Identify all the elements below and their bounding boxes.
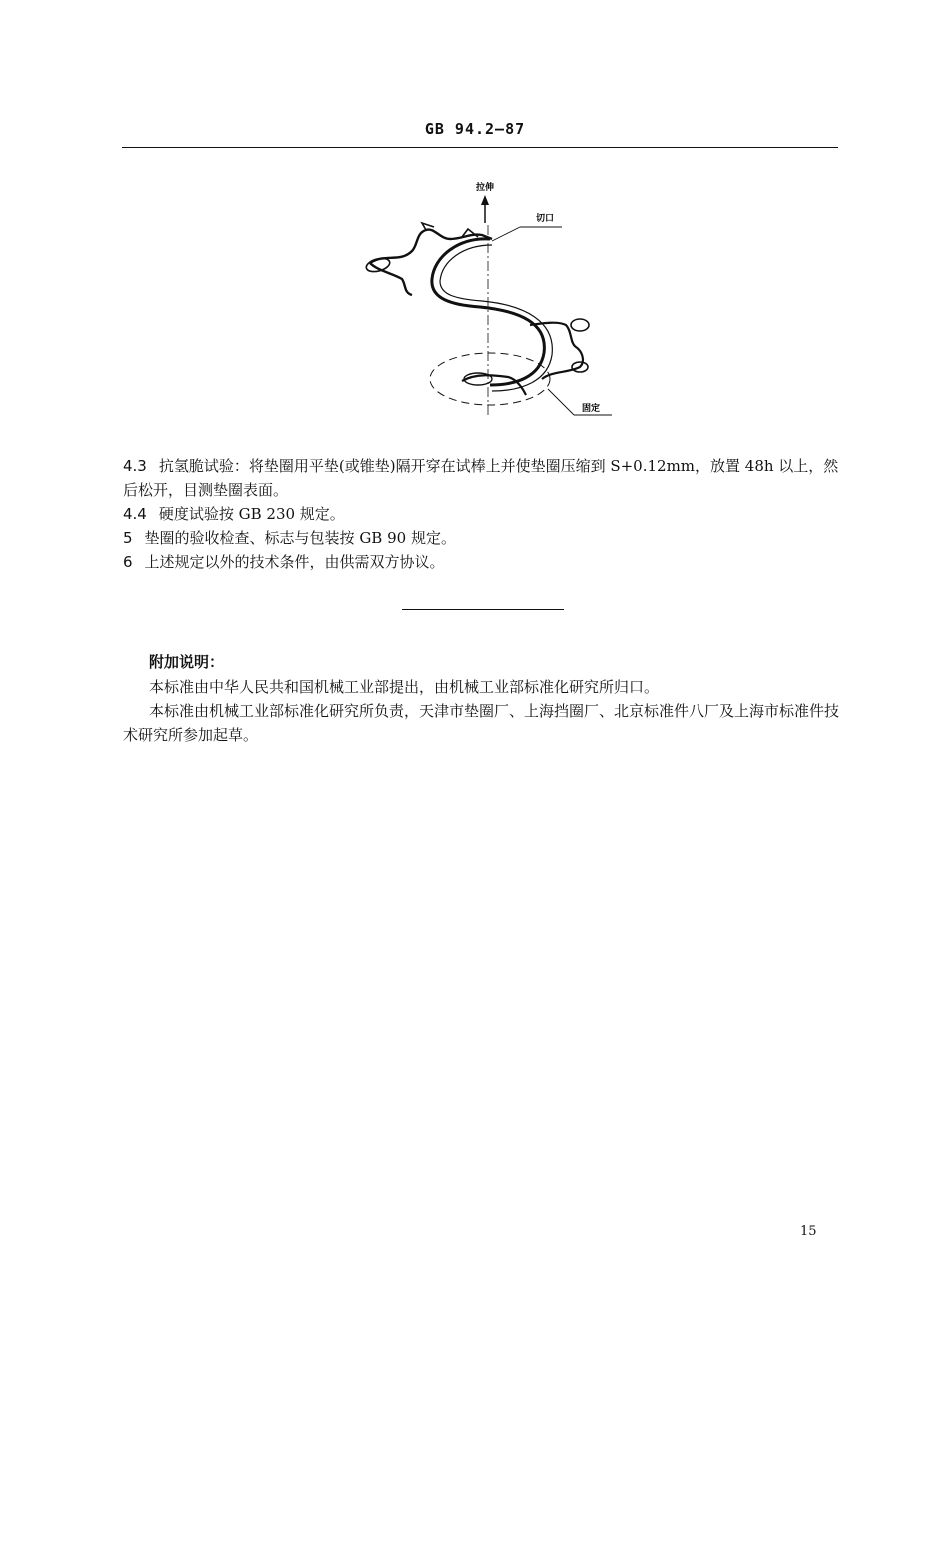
page-number: 15 xyxy=(800,1224,817,1239)
cut-leader xyxy=(492,227,520,241)
page-header: GB 94.2—87 xyxy=(424,120,526,138)
section-6 xyxy=(123,550,843,574)
note-line-2: 本标准由机械工业部标准化研究所负责，天津市垫圈厂、上海挡圈厂、北京标准件八厂及上海市标准件技术研究所参加起草。 xyxy=(123,702,840,744)
tension-label: 拉伸 xyxy=(475,183,495,193)
note-title: 附加说明： xyxy=(149,653,225,671)
header-rule xyxy=(122,147,838,148)
tension-arrow-head xyxy=(481,195,489,205)
stretched-washer-diagram xyxy=(330,175,660,435)
fixed-end-ellipse xyxy=(430,353,550,405)
fixed-leader xyxy=(548,389,574,415)
cut-label: 切口 xyxy=(536,214,555,224)
section-number: 6 xyxy=(123,553,133,571)
section-text: 上述规定以外的技术条件，由供需双方协议。 xyxy=(144,553,445,571)
section-divider xyxy=(402,609,564,610)
upper-ring-lower xyxy=(370,263,412,295)
note-line-1: 本标准由中华人民共和国机械工业部提出，由机械工业部标准化研究所归口。 xyxy=(149,678,660,696)
section-5 xyxy=(123,526,843,550)
section-4-4 xyxy=(123,502,843,526)
section-text: 垫圈的验收检查、标志与包装按 GB 90 规定。 xyxy=(144,529,456,547)
fixed-label: 固定 xyxy=(582,404,601,414)
section-number: 4.4 xyxy=(123,505,147,523)
section-text: 抗氢脆试验：将垫圈用平垫(或锥垫)隔开穿在试棒上并使垫圈压缩到 S+0.12mm，放置 48h 以上，然后松开，目测垫圈表面。 xyxy=(123,457,839,499)
section-number: 4.3 xyxy=(123,457,147,475)
section-4-3 xyxy=(123,454,843,502)
section-number: 5 xyxy=(123,529,133,547)
tooth-right xyxy=(571,319,589,331)
section-text: 硬度试验按 GB 230 规定。 xyxy=(158,505,345,523)
